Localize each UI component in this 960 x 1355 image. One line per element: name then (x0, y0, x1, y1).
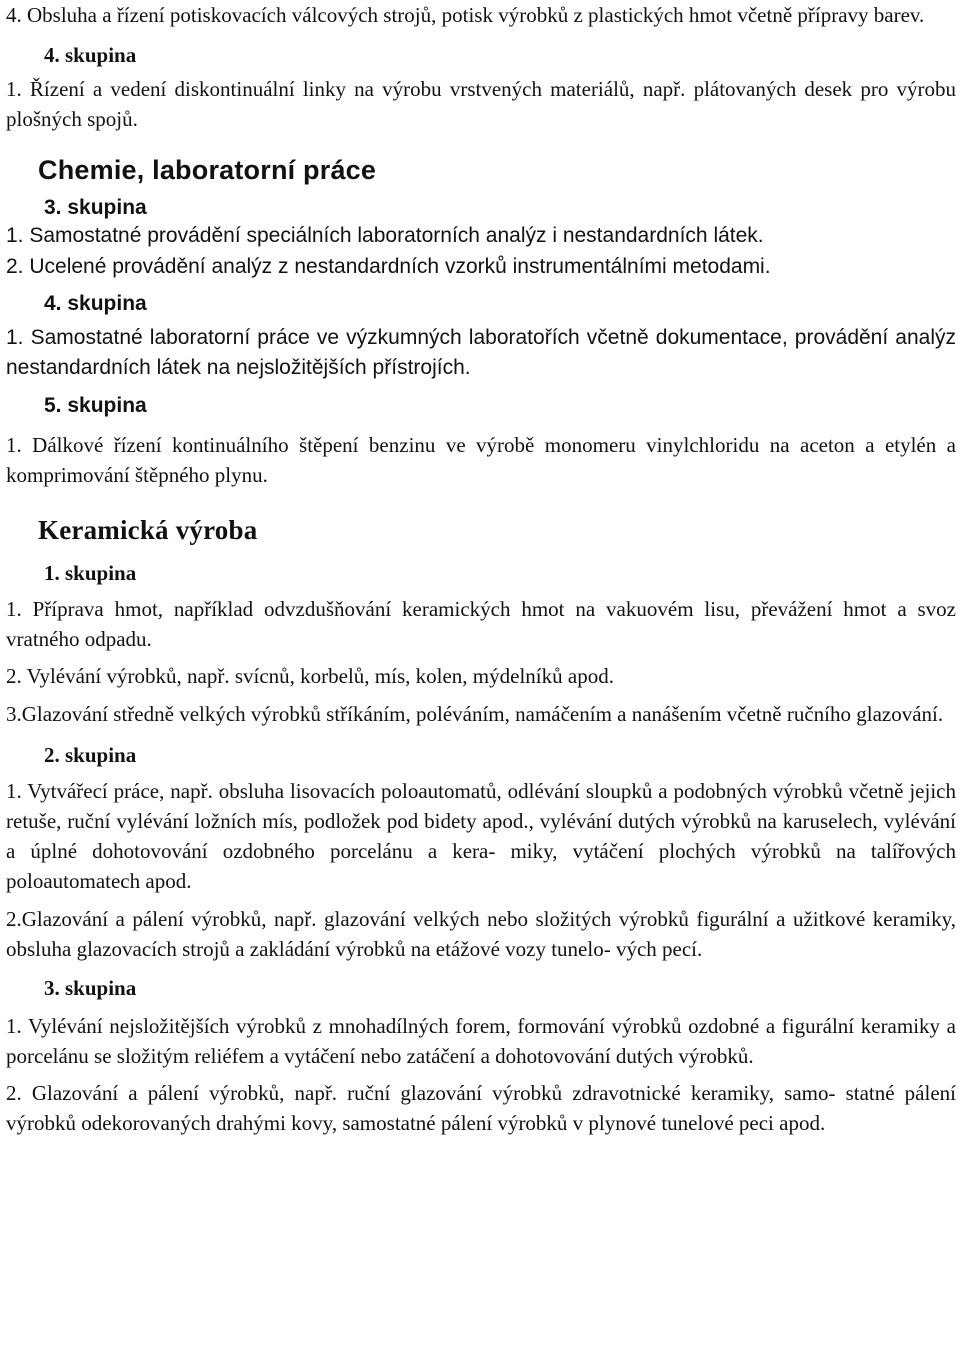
group-heading-4: 4. skupina (44, 43, 137, 67)
group-heading-2: 2. skupina (44, 743, 137, 767)
paragraph-casting-products: 2. Vylévání výrobků, např. svícnů, korbelů, mís, kolen, mýdelníků apod. (6, 664, 614, 688)
paragraph-laminate-line: 1. Řízení a vedení diskontinuální linky na výrobu vrstvených materiálů, např. plátovaných desek pro výrobu plošných spojů. (6, 77, 956, 131)
paragraph-glazing-medium: 3.Glazování středně velkých výrobků stříkáním, poléváním, namáčením a nanášením včetně ručního glazování. (6, 702, 944, 726)
paragraph-benzine-cracking: 1. Dálkové řízení kontinuálního štěpení benzinu ve výrobě monomeru vinylchloridu na aceton a etylén a komprimování štěpného plynu. (6, 433, 956, 487)
paragraph-forming-works: 1. Vytvářecí práce, např. obsluha lisovacích poloautomatů, odlévání sloupků a podobných výrobků včetně jejich retuše, ruční vylévání ložních mís, podložek pod bidety apod., vylévání dutých výrobků na karuselech, vylévání a úplné dohotovování ozdobného porcelánu a kera- miky, vytáčení plochých výrobků na talířových poloautomatech apod. (6, 779, 956, 893)
paragraph-instrumental-methods: 2. Ucelené provádění analýz z nestandardních vzorků instrumentálními metodami. (6, 255, 771, 278)
section-heading-ceramics: Keramická výroba (38, 515, 258, 545)
paragraph-mass-preparation: 1. Příprava hmot, například odvzdušňování keramických hmot na vakuovém lisu, převážení hmot a svoz vratného odpadu. (6, 597, 956, 651)
paragraph-item-4-printing: 4. Obsluha a řízení potiskovacích válcových strojů, potisk výrobků z plastických hmot včetně přípravy barev. (6, 3, 925, 27)
paragraph-research-labs: 1. Samostatné laboratorní práce ve výzkumných laboratořích včetně dokumentace, provádění analýz nestandardních látek na nejsložitějších přístrojích. (6, 326, 956, 379)
paragraph-sanitary-glazing: 2. Glazování a pálení výrobků, např. ruční glazování výrobků zdravotnické keramiky, samo- statné pálení výrobků odekorovaných drahými kovy, samostatné pálení výrobků v plynové tunelové peci apod. (6, 1081, 956, 1135)
group-heading-3: 3. skupina (44, 976, 137, 1000)
group-heading-5: 5. skupina (44, 394, 147, 417)
group-heading-1: 1. skupina (44, 561, 137, 585)
group-heading-4: 4. skupina (44, 292, 147, 315)
paragraph-complex-casting: 1. Vylévání nejsložitějších výrobků z mnohadílných forem, formování výrobků ozdobné a figurální keramiky a porcelánu se složitým reliéfem a vytáčení nebo zatáčení a dohotovování dutých výrobků. (6, 1014, 956, 1068)
paragraph-lab-analyses: 1. Samostatné provádění speciálních laboratorních analýz i nestandardních látek. (6, 224, 764, 247)
group-heading-3: 3. skupina (44, 196, 147, 219)
section-heading-chemistry: Chemie, laboratorní práce (38, 155, 377, 185)
paragraph-glazing-firing: 2.Glazování a pálení výrobků, např. glazování velkých nebo složitých výrobků figurální a užitkové keramiky, obsluha glazovacích strojů a zakládání výrobků na etážové vozy tunelo- vých pecí. (6, 907, 956, 961)
